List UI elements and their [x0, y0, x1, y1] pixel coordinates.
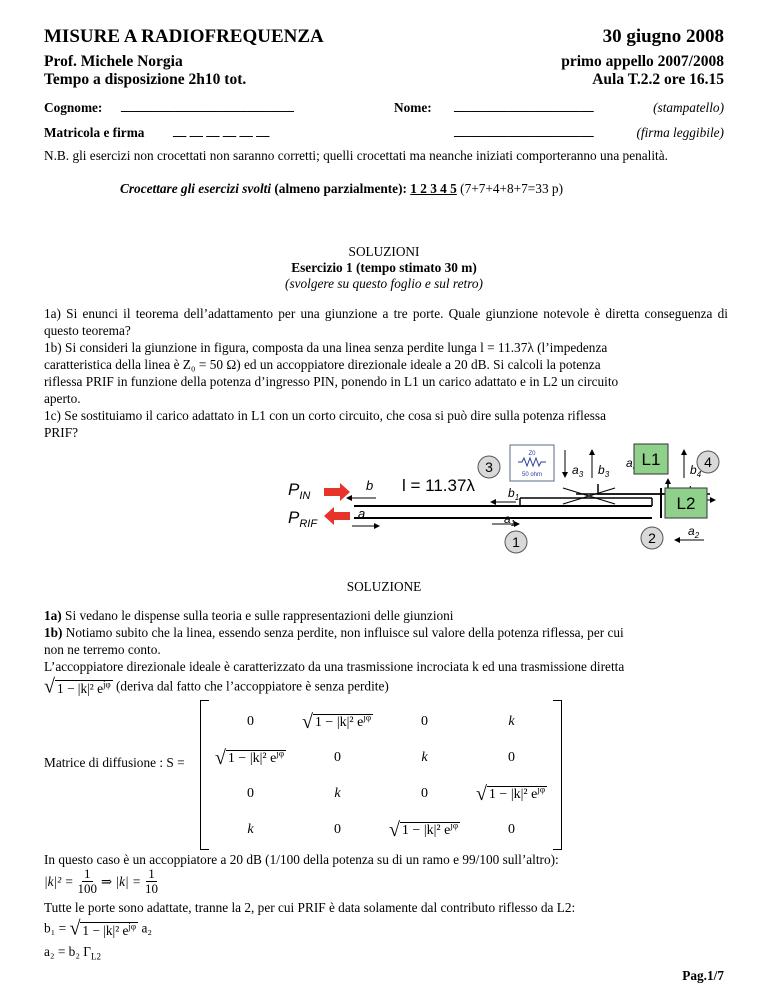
instruction-italic: Crocettare gli esercizi svolti [120, 181, 272, 196]
port-4-label: 4 [704, 454, 712, 470]
port-2-label: 2 [648, 530, 656, 546]
solution-1b-line2: non ne terremo conto. [44, 642, 161, 657]
question-1c-line2: PRIF? [44, 425, 78, 440]
a3-label: $a_3$ [572, 463, 584, 479]
a4-label: a [626, 456, 633, 470]
line-length-label: l = 11.37λ [402, 476, 475, 495]
question-1a: 1a) Si enunci il teorema dell’adattamento per una giunzione a tre porte. Quale giunzione notevole è diretta conseguenza di questo teorema? [44, 306, 728, 338]
reflected-arrow-icon [324, 507, 350, 525]
solutions-heading: SOLUZIONI [348, 244, 420, 259]
port-3-label: 3 [485, 459, 493, 475]
signature-field[interactable]: _____________________ [454, 123, 594, 138]
points: (7+7+4+8+7=33 p) [456, 181, 563, 196]
a2-label: $a_2$ [688, 524, 700, 540]
scattering-matrix [200, 700, 562, 850]
signature-note: (firma leggibile) [636, 125, 724, 140]
exam-date: 30 giugno 2008 [602, 26, 724, 47]
b-label: b [366, 478, 374, 493]
solution-1a: 1a) Si vedano le dispense sulla teoria e sulle rappresentazioni delle giunzioni [44, 608, 454, 623]
matricola-field[interactable]: __ __ __ __ __ __ [173, 123, 270, 138]
matrix-row: 0 √ 1 − |k|² $e^{j\varphi}$ 0 k [247, 710, 515, 733]
solution-1b-line3: L’accoppiatore direzionale ideale è caratterizzato da una trasmissione incrociata k ed una trasmissione diretta [44, 659, 625, 674]
question-1b-line3: riflessa PRIF in funzione della potenza d’ingresso PIN, ponendo in L1 un carico adattato e in L2 un circuito [44, 374, 619, 389]
name-label: Nome: [394, 100, 432, 115]
instructions-line [120, 180, 563, 197]
surname-field[interactable]: __________________________ [121, 98, 294, 113]
b4-label: $b_4$ [690, 463, 702, 479]
solution-1b-line4: √ 1 − |k|² $e^{j\varphi}$ (deriva dal fatto che l’accoppiatore è senza perdite) [44, 675, 389, 698]
prif-label: $P_{RIF}$ [288, 508, 318, 530]
page-number: Pag.1/7 [682, 968, 724, 983]
exam-room: Aula T.2.2 ore 16.15 [592, 71, 724, 88]
exercise-title: Esercizio 1 (tempo stimato 30 m) [291, 260, 477, 275]
solution-heading: SOLUZIONE [346, 579, 422, 594]
load-l2-label: L2 [676, 494, 696, 513]
a1-label: $a_1$ [504, 512, 516, 528]
exercise-subtitle: (svolgere su questo foglio e sul retro) [285, 276, 483, 291]
b3-label: $b_3$ [598, 463, 610, 479]
pin-label: $P_{IN}$ [288, 480, 311, 502]
coupler-cross [563, 488, 615, 504]
input-arrow-icon [324, 483, 350, 501]
name-field[interactable]: _____________________ [454, 98, 594, 113]
zo-label: Z0 [528, 451, 536, 457]
name-note: (stampatello) [653, 100, 724, 115]
matrix-label: Matrice di diffusione : S = [44, 755, 185, 770]
junction-diagram [270, 440, 740, 570]
question-1b-line2: caratteristica della linea è Z₀ = 50 Ω) ed un accoppiatore direzionale ideale a 20 dB. Si calcoli la potenza [44, 357, 601, 372]
matrix-row: 0 k 0 √ 1 − |k|² $e^{j\varphi}$ [247, 782, 546, 805]
exam-session: primo appello 2007/2008 [561, 53, 724, 70]
surname-label: Cognome: [44, 100, 103, 115]
coupler-note: In questo caso è un accoppiatore a 20 dB (1/100 della potenza su di un ramo e 99/100 sull’altro): [44, 852, 559, 867]
exercise-numbers[interactable]: 1 2 3 4 5 [410, 181, 457, 196]
k-equation: |k|² = $\frac{1}{100}$ ⇒ |k| = $\frac{1}{10}$ [44, 866, 158, 896]
ports-note: Tutte le porte sono adattate, tranne la 2, per cui PRIF è data solamente dal contributo riflesso da L2: [44, 900, 576, 915]
ohm-label: 50 ohm [521, 472, 543, 478]
question-1b-line1: 1b) Si consideri la giunzione in figura, composta da una linea senza perdite lunga l = 11.37λ (l’impedenza [44, 340, 608, 355]
matrix-row: k 0 √ 1 − |k|² $e^{j\varphi}$ 0 [247, 818, 515, 841]
instruction-bold: (almeno parzialmente): [271, 181, 411, 196]
load-l1-label: L1 [641, 450, 661, 469]
a-label: a [358, 506, 366, 521]
coupler-upper-line [598, 480, 668, 494]
solution-1b-line1: 1b) Notiamo subito che la linea, essendo senza perdite, non influisce sul valore della potenza riflessa, per cui [44, 625, 624, 640]
notice-text: N.B. gli esercizi non crocettati non saranno corretti; quelli crocettati ma neanche iniziati comporteranno una penalità. [44, 148, 668, 163]
port-1-label: 1 [512, 534, 520, 550]
matricola-label: Matricola e firma [44, 125, 145, 140]
a2-equation: a₂ = b₂ $\Gamma_{L2}$ [44, 944, 101, 962]
page-title: MISURE A RADIOFREQUENZA [44, 26, 324, 47]
question-1b-line4: aperto. [44, 391, 81, 406]
matrix-row: √ 1 − |k|² $e^{j\varphi}$ 0 k 0 [214, 746, 515, 769]
professor-name: Prof. Michele Norgia [44, 53, 183, 70]
b1-label: $b_1$ [508, 486, 520, 502]
b1-equation: b₁ = √ 1 − |k|² $e^{j\varphi}$ a₂ [44, 917, 152, 940]
time-available: Tempo a disposizione 2h10 tot. [44, 71, 247, 88]
question-1c-line1: 1c) Se sostituiamo il carico adattato in L1 con un corto circuito, che cosa si può dire sulla potenza riflessa [44, 408, 606, 423]
